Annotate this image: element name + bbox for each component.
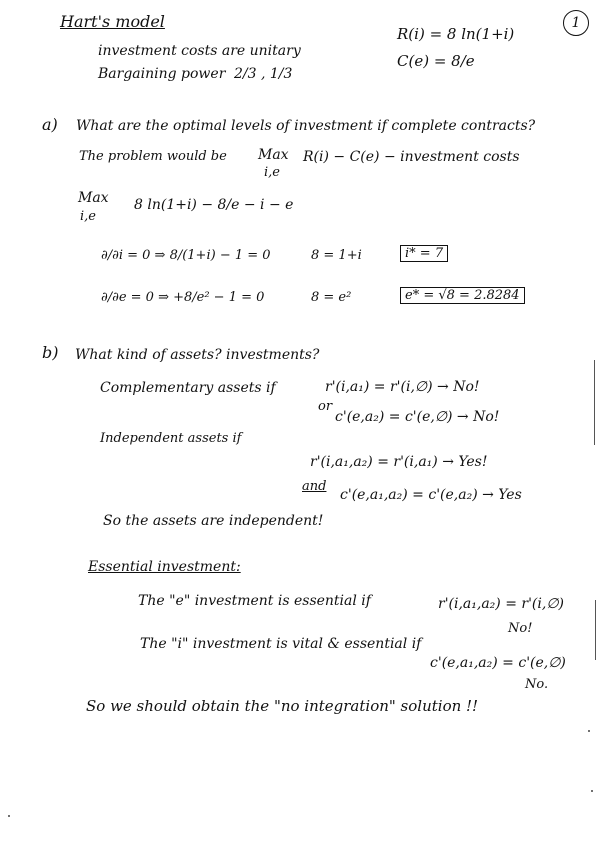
essential-i-expression: c'(e,a₁,a₂) = c'(e,∅) [430, 655, 566, 671]
essential-i-no: No. [525, 677, 549, 692]
part-a-question: What are the optimal levels of investment if complete contracts? [76, 118, 536, 134]
cost-function: C(e) = 8/e [397, 52, 475, 70]
independent-label: Independent assets if [100, 431, 242, 446]
part-a-label: a) [42, 115, 58, 134]
complementary-label: Complementary assets if [100, 380, 276, 396]
problem-intro: The problem would be [79, 149, 227, 164]
foc-i-equation: ∂/∂i = 0 ⇒ 8/(1+i) − 1 = 0 [101, 248, 271, 263]
foc-i-intermediate: 8 = 1+i [311, 248, 362, 263]
foc-e-result: e* = √8 = 2.8284 [400, 287, 525, 304]
essential-i-text: The "i" investment is vital & essential if [140, 636, 422, 652]
max-sub: i,e [80, 209, 96, 224]
objective-expression: 8 ln(1+i) − 8/e − i − e [134, 197, 294, 213]
foc-e-equation: ∂/∂e = 0 ⇒ +8/e² − 1 = 0 [101, 290, 265, 305]
complementary-condition-1: r'(i,a₁) = r'(i,∅) → No! [325, 379, 480, 395]
essential-e-text: The "e" investment is essential if [138, 593, 371, 609]
header-line-bargaining-value: 2/3 , 1/3 [234, 66, 293, 82]
essential-heading: Essential investment: [88, 559, 241, 575]
foc-i-result: i* = 7 [400, 245, 448, 262]
problem-max: Max [258, 147, 289, 163]
page-number-text: 1 [571, 15, 581, 31]
final-conclusion: So we should obtain the "no integration" solution !! [86, 697, 479, 715]
header-line-bargaining-label: Bargaining power [98, 66, 226, 82]
scan-margin-line-lower [595, 600, 596, 660]
scan-speck [588, 730, 590, 732]
complementary-or: or [318, 399, 333, 414]
complementary-condition-2: c'(e,a₂) = c'(e,∅) → No! [335, 409, 500, 425]
scan-speck [8, 815, 10, 817]
foc-e-intermediate: 8 = e² [311, 290, 352, 305]
essential-e-expression: r'(i,a₁,a₂) = r'(i,∅) [438, 596, 564, 612]
problem-expression: R(i) − C(e) − investment costs [303, 149, 520, 165]
model-title: Hart's model [60, 12, 165, 31]
essential-e-no: No! [508, 621, 533, 636]
problem-max-sub: i,e [264, 165, 280, 180]
part-b-question: What kind of assets? investments? [75, 347, 320, 363]
revenue-function: R(i) = 8 ln(1+i) [397, 25, 515, 43]
max-label: Max [78, 190, 109, 206]
header-line-costs: investment costs are unitary [98, 43, 301, 59]
part-b-label: b) [42, 343, 59, 362]
scan-speck [591, 790, 593, 792]
page-number [563, 10, 589, 36]
independent-condition-2: c'(e,a₁,a₂) = c'(e,a₂) → Yes [340, 487, 522, 503]
scan-margin-line [594, 360, 595, 445]
independent-condition-1: r'(i,a₁,a₂) = r'(i,a₁) → Yes! [310, 454, 488, 470]
independent-and: and [302, 479, 327, 494]
assets-conclusion: So the assets are independent! [103, 513, 324, 529]
